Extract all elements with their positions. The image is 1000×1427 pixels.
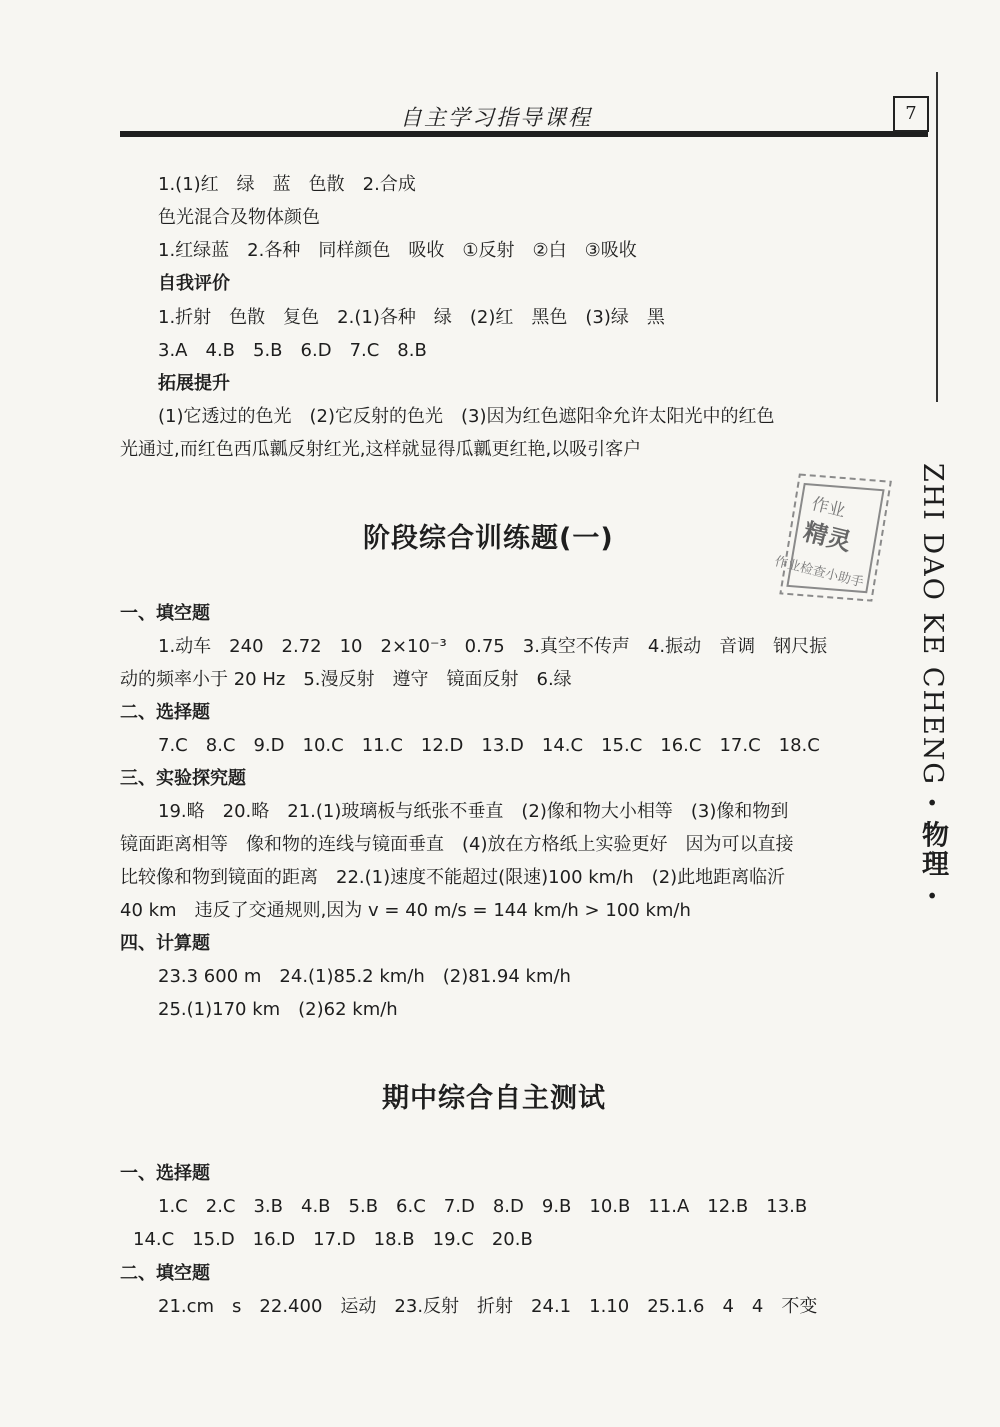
- header-rule: [120, 131, 928, 137]
- answer-line: 14.C 15.D 16.D 17.D 18.B 19.C 20.B: [133, 1229, 533, 1250]
- answer-line: 40 km 违反了交通规则,因为 v = 40 m/s = 144 km/h > 100 km/h: [120, 900, 691, 921]
- answer-line: 光通过,而红色西瓜瓤反射红光,这样就显得瓜瓤更红艳,以吸引客户: [120, 439, 642, 460]
- side-banner: [912, 463, 952, 983]
- subheading: 四、计算题: [120, 933, 210, 954]
- answer-line: 1.C 2.C 3.B 4.B 5.B 6.C 7.D 8.D 9.B 10.B 11.A 12.B 13.B: [158, 1196, 808, 1217]
- answer-line: 1.折射 色散 复色 2.(1)各种 绿 (2)红 黑色 (3)绿 黑: [158, 307, 665, 328]
- answer-line: 1.红绿蓝 2.各种 同样颜色 吸收 ①反射 ②白 ③吸收: [158, 240, 637, 261]
- answer-line: 21.cm s 22.400 运动 23.反射 折射 24.1 1.10 25.1.6 4 4 不变: [158, 1296, 818, 1317]
- answer-line: 1.动车 240 2.72 10 2×10⁻³ 0.75 3.真空不传声 4.振动 音调 钢尺振: [158, 636, 828, 657]
- subheading: 三、实验探究题: [120, 768, 246, 789]
- subheading: 自我评价: [158, 273, 230, 294]
- stamp-line-1: 作业: [809, 494, 848, 522]
- answer-line: (1)它透过的色光 (2)它反射的色光 (3)因为红色遮阳伞允许太阳光中的红色: [158, 406, 775, 427]
- side-banner-subject: 物理: [917, 820, 948, 879]
- subheading: 二、选择题: [120, 702, 210, 723]
- answer-line: 25.(1)170 km (2)62 km/h: [158, 999, 398, 1020]
- subheading: 一、选择题: [120, 1163, 210, 1184]
- watermark-stamp: [760, 455, 910, 625]
- answer-line: 3.A 4.B 5.B 6.D 7.C 8.B: [158, 340, 427, 361]
- stamp-line-2: 精灵: [800, 517, 855, 557]
- answer-line: 23.3 600 m 24.(1)85.2 km/h (2)81.94 km/h: [158, 966, 571, 987]
- answer-line: 1.(1)红 绿 蓝 色散 2.合成: [158, 174, 416, 195]
- answer-line: 7.C 8.C 9.D 10.C 11.C 12.D 13.D 14.C 15.C 16.C 17.C 18.C: [158, 735, 820, 756]
- answer-line: 色光混合及物体颜色: [158, 207, 320, 228]
- subheading: 拓展提升: [158, 373, 230, 394]
- side-banner-dot-2: •: [920, 889, 944, 904]
- section-title: 阶段综合训练题(一): [363, 523, 614, 554]
- margin-rule: [936, 72, 938, 402]
- side-banner-dot-1: •: [920, 796, 944, 811]
- section-title: 期中综合自主测试: [382, 1083, 606, 1114]
- header-title: 自主学习指导课程: [400, 106, 593, 131]
- side-banner-text: ZHI DAO KE CHENG: [917, 463, 948, 786]
- stamp-line-3: 作业检查小助手: [773, 554, 865, 591]
- page-number: 7: [893, 96, 929, 132]
- answer-line: 19.略 20.略 21.(1)玻璃板与纸张不垂直 (2)像和物大小相等 (3)像和物到: [158, 801, 789, 822]
- subheading: 一、填空题: [120, 603, 210, 624]
- subheading: 二、填空题: [120, 1263, 210, 1284]
- answer-line: 比较像和物到镜面的距离 22.(1)速度不能超过(限速)100 km/h (2)此地距离临沂: [120, 867, 786, 888]
- answer-line: 动的频率小于 20 Hz 5.漫反射 遵守 镜面反射 6.绿: [120, 669, 572, 690]
- answer-line: 镜面距离相等 像和物的连线与镜面垂直 (4)放在方格纸上实验更好 因为可以直接: [120, 834, 794, 855]
